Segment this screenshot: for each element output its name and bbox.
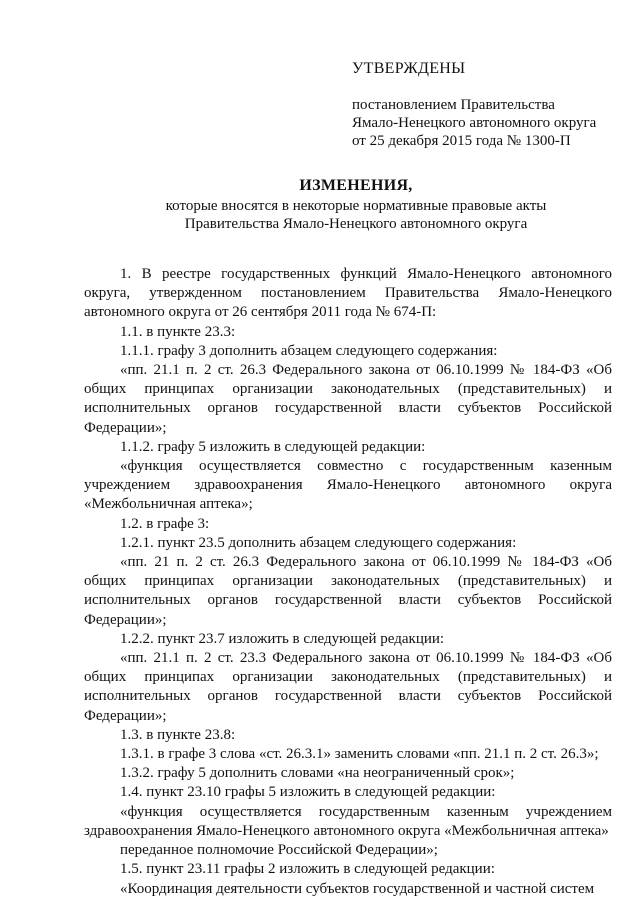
document-subtitle [36,197,640,233]
paragraph-1-3-1: 1.3.1. в графе 3 слова «ст. 26.3.1» заменить словами «пп. 21.1 п. 2 ст. 26.3»; [120,746,599,763]
paragraph-1-4: 1.4. пункт 23.10 графы 5 изложить в следующей редакции: [120,784,496,801]
paragraph-1: 1. В реестре государственных функций Ямало-Ненецкого автономного округа, утвержденном постановлением Правительства Ямало-Ненецкого автономного округа от 26 сентября 2011 года № 674-П: [84,266,612,321]
document-body [84,265,612,899]
paragraph-1-5: 1.5. пункт 23.11 графы 2 изложить в следующей редакции: [120,861,495,878]
document-subtitle-line-2: Правительства Ямало-Ненецкого автономного округа [184,216,528,232]
paragraph-quote-6: «Координация деятельности субъектов государственной и частной систем [120,880,595,897]
paragraph-quote-1: «пп. 21.1 п. 2 ст. 26.3 Федерального закона от 06.10.1999 № 184-ФЗ «Об общих принципах организации законодательных (представительных) и исполнительных органов государственной власти субъектов Российской Федерации»; [84,362,612,436]
paragraph-quote-5: «функция осуществляется государственным казенным учреждением здравоохранения Ямало-Ненецкого автономного округа «Межбольничная аптека» [84,803,612,839]
approval-title: УТВЕРЖДЕНЫ [352,60,466,77]
paragraph-quote-2: «функция осуществляется совместно с государственным казенным учреждением здравоохранения Ямало-Ненецкого автономного округа «Межбольничная аптека»; [84,458,612,513]
paragraph-1-3: 1.3. в пункте 23.8: [120,726,236,743]
paragraph-1-2-2: 1.2.2. пункт 23.7 изложить в следующей редакции: [120,630,445,647]
paragraph-1-2: 1.2. в графе 3: [120,515,210,532]
approval-block [352,60,622,150]
paragraph-1-2-1: 1.2.1. пункт 23.5 дополнить абзацем следующего содержания: [120,534,517,551]
paragraph-quote-5-cont: переданное полномочие Российской Федерации»; [120,842,438,859]
paragraph-1-3-2: 1.3.2. графу 5 дополнить словами «на неограниченный срок»; [120,765,515,782]
paragraph-1-1-1: 1.1.1. графу 3 дополнить абзацем следующего содержания: [120,342,498,359]
paragraph-1-1: 1.1. в пункте 23.3: [120,323,236,340]
approval-line-1: постановлением Правительства [352,97,555,113]
paragraph-quote-4: «пп. 21.1 п. 2 ст. 23.3 Федерального закона от 06.10.1999 № 184-ФЗ «Об общих принципах организации законодательных (представительных) и исполнительных органов государственной власти субъектов Российской Федерации»; [84,650,612,724]
paragraph-1-1-2: 1.1.2. графу 5 изложить в следующей редакции: [120,438,426,455]
document-subtitle-line-1: которые вносятся в некоторые нормативные правовые акты [165,198,547,214]
approval-line-3: от 25 декабря 2015 года № 1300-П [352,133,571,149]
paragraph-quote-3: «пп. 21 п. 2 ст. 26.3 Федерального закона от 06.10.1999 № 184-ФЗ «Об общих принципах организации законодательных (представительных) и исполнительных органов государственной власти субъектов Российской Федерации»; [84,554,612,628]
approval-line-2: Ямало-Ненецкого автономного округа [352,115,597,131]
document-title: ИЗМЕНЕНИЯ, [299,177,413,194]
